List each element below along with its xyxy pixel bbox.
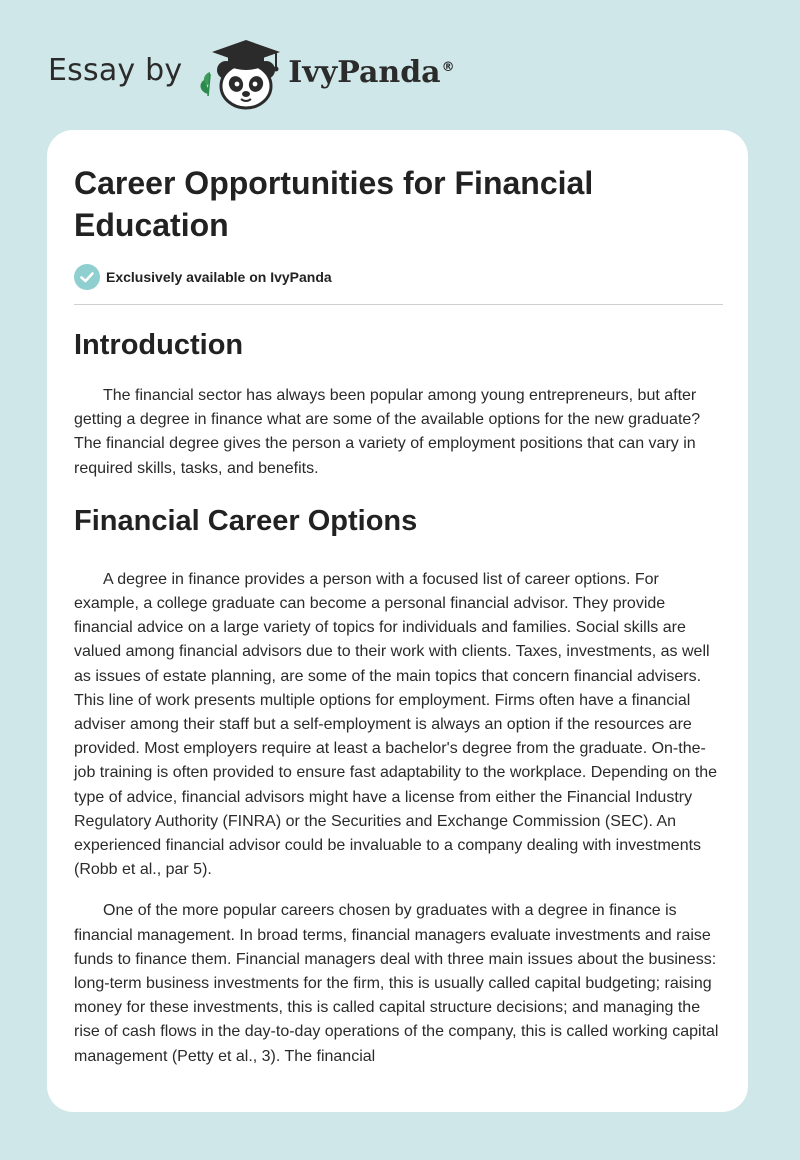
exclusive-badge [74, 264, 723, 290]
exclusive-badge-label: Exclusively available on IvyPanda [106, 269, 332, 285]
brand-name[interactable]: IvyPanda® [288, 54, 455, 90]
registered-mark: ® [441, 59, 455, 75]
brand-prefix: Essay by [48, 52, 183, 88]
career-options-paragraph-2: One of the more popular careers chosen by graduates with a degree in finance is financial management. In broad terms, financial managers evaluate investments and raise funds to finance them. Financial managers deal with three main issues about the business: long-term business investments for the firm, this is usually called capital budgeting; raising money for these investments, this is called capital structure decisions; and managing the rise of cash flows in the day-to-day operations of the company, this is called working capital management (Petty et al., 3). The financial [74, 902, 719, 1065]
essay-card [47, 130, 748, 1112]
essay-content [74, 162, 723, 1069]
panda-graduate-icon[interactable] [196, 34, 292, 114]
check-circle-icon [74, 264, 100, 290]
title-divider [74, 304, 723, 305]
site-header [48, 34, 455, 114]
essay-title: Career Opportunities for Financial Education [74, 165, 594, 243]
career-options-paragraph-1: A degree in finance provides a person with a focused list of career options. For example, a college graduate can become a personal financial advisor. They provide financial advice on a large variety of topics for individuals and families. Social skills are valued among financial advisors due to their work with clients. Taxes, investments, as well as issues of estate planning, are some of the main topics that concern financial advisers. This line of work presents multiple options for employment. Firms often have a financial adviser among their staff but a self-employment is always an option if the resources are provided. Most employers require at least a bachelor's degree from the graduate. On-the-job training is often provided to ensure fast adaptability to the workplace. Depending on the type of advice, financial advisors might have a license from either the Financial Industry Regulatory Authority (FINRA) or the Securities and Exchange Commission (SEC). An experienced financial advisor could be invaluable to a company dealing with investments (Robb et al., par 5). [74, 570, 718, 879]
section-heading-introduction: Introduction [74, 329, 244, 361]
introduction-paragraph: The financial sector has always been popular among young entrepreneurs, but after getting a degree in finance what are some of the available options for the new graduate? The financial degree gives the person a variety of employment positions that can vary in required skills, tasks, and benefits. [74, 387, 701, 477]
section-heading-financial-career-options: Financial Career Options [74, 504, 418, 537]
